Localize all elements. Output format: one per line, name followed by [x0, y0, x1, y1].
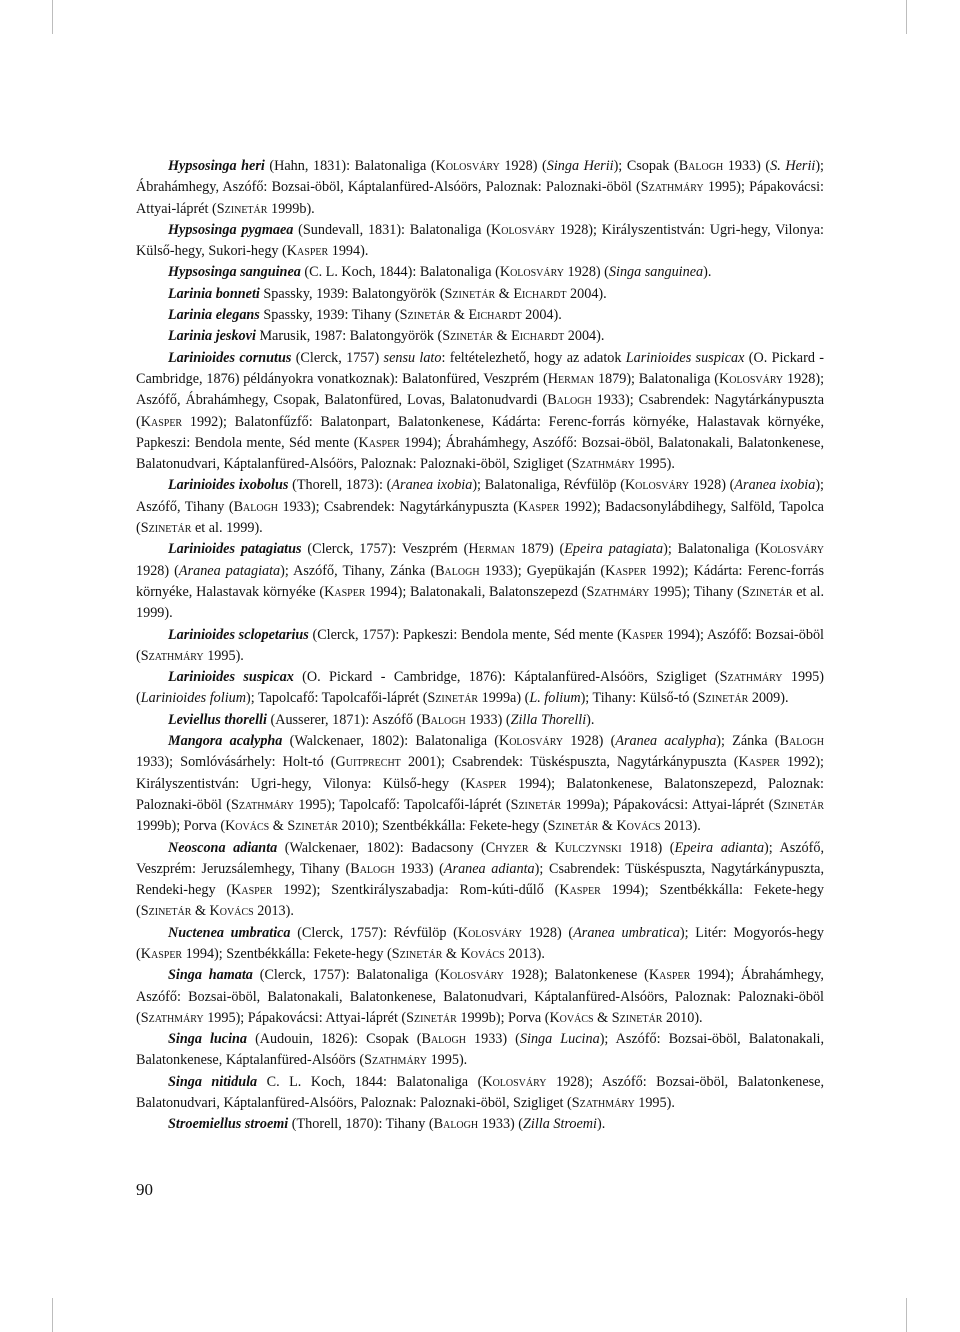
author-citation: Balogh [433, 1116, 479, 1133]
author-citation: Kolosváry [759, 541, 824, 558]
entry-text: 1994); Aszófő: Bozsai-öböl ( [136, 626, 824, 664]
entry-text: ); Balatonaliga ( [663, 541, 760, 558]
entry-text: 2009). [748, 690, 789, 707]
author-citation: Kasper [648, 967, 691, 984]
species-entry [136, 1114, 824, 1135]
species-name: Larinioides patagiatus [168, 541, 302, 558]
author-citation: Kovács [209, 903, 254, 920]
species-name: Larinia bonneti [168, 285, 260, 302]
entry-text: 1999a) ( [478, 690, 530, 707]
author-citation: Szathmáry [140, 1009, 204, 1026]
author-citation: Szathmáry [586, 583, 650, 600]
author-citation: Kasper [738, 754, 780, 771]
italic-text: Aranea adianta [443, 860, 535, 877]
italic-text: Aranea patagiata [178, 562, 281, 579]
entry-text: 1879); Balatonaliga ( [594, 370, 720, 387]
entry-text: 1994); Balatonkenese, Balatonszepezd, Paloznak: Paloznaki-öböl ( [136, 775, 824, 813]
species-name: Larinia jeskovi [168, 328, 256, 345]
author-citation: Kolosváry [498, 733, 564, 750]
species-entry [136, 731, 824, 837]
entry-text: ); Ábrahámhegy, Aszófő: Bozsai-öböl, Káptalanfüred-Alsóörs, Paloznak: Paloznaki-öböl ( [136, 158, 824, 196]
entry-text: 2010). [662, 1009, 703, 1026]
species-name: Nuctenea umbratica [168, 924, 291, 941]
species-name: Singa lucina [168, 1031, 248, 1048]
entry-text: Marusik, 1987: Balatongyörök ( [255, 328, 443, 345]
species-list [136, 156, 824, 1136]
italic-text: Zilla Thorelli [510, 711, 587, 728]
author-citation: Kolosváry [435, 158, 500, 174]
entry-text: 1928) ( [499, 158, 547, 174]
species-entry [136, 220, 824, 263]
author-citation: Kasper [231, 882, 273, 899]
entry-text: 1994). [328, 243, 369, 260]
entry-text: 1995); Pápakovácsi: Attyai-láprét ( [203, 1009, 407, 1026]
entry-text: ). [597, 1116, 606, 1133]
crop-mark-bottom-right [906, 1298, 907, 1332]
author-citation: Szathmáry [140, 647, 204, 664]
species-entry [136, 1029, 824, 1072]
entry-text: (Clerck, 1757): Papkeszi: Bendola mente, Séd mente ( [308, 626, 622, 643]
entry-text: 1933); Csabrendek: Nagytárkánypuszta ( [278, 498, 518, 515]
author-citation: Kovács [549, 1009, 594, 1026]
entry-text: 1992); Királyszentistván: Ugri-hegy, Vilonya: Külső-hegy ( [136, 754, 824, 792]
entry-text: (Walckenaer, 1802): Badacsony ( [277, 839, 486, 856]
entry-text: (Clerck, 1757): Balatonaliga ( [252, 967, 440, 984]
entry-text: ). [586, 711, 595, 728]
entry-text: 2013). [504, 945, 545, 962]
entry-text: 1928); Aszófő, Ábrahámhegy, Csopak, Balatonfüred, Lovas, Balatonudvardi ( [136, 370, 825, 409]
entry-text: & [598, 818, 617, 835]
entry-text: & [492, 328, 512, 345]
author-citation: Szathmáry [719, 669, 783, 686]
species-name: Larinia elegans [168, 307, 260, 324]
entry-text: 1994); Balatonakali, Balatonszepezd ( [365, 583, 587, 600]
italic-text: Zilla Stroemi [523, 1116, 597, 1133]
species-entry [136, 475, 824, 539]
author-citation: Balogh [421, 711, 466, 728]
italic-text: Aranea ixobia [391, 477, 473, 494]
entry-text: ); Zánka ( [716, 733, 780, 750]
species-entry [136, 156, 824, 220]
species-entry [136, 923, 824, 966]
author-citation: Kasper [465, 775, 507, 792]
author-citation: Szinetár [287, 818, 339, 835]
species-name: Hypsosinga pygmaea [168, 221, 294, 238]
entry-text: C. L. Koch, 1844: Balatonaliga ( [257, 1073, 483, 1090]
italic-text: Aranea acalypha [615, 733, 717, 750]
author-citation: Balogh [350, 860, 395, 877]
entry-text: (O. Pickard - Cambridge, 1876) példányokra vonatkoznak): Balatonfüred, Veszprém ( [136, 349, 824, 387]
species-entry [136, 710, 824, 731]
entry-text: 1992); Balatonfűzfő: Balatonpart, Balatonkenese, Kádárta: Ferenc-forrás környéke, Halastavak környéke, Papkeszi: Bendola mente, Séd mente ( [136, 413, 824, 451]
entry-text: Spassky, 1939: Balatongyörök ( [259, 285, 445, 302]
entry-text: 1933) ( [478, 1116, 524, 1133]
author-citation: Szinetár [444, 285, 496, 302]
entry-text: 1992); Szentkirályszabadja: Rom-kúti-dűlő ( [272, 882, 560, 899]
italic-text: Singa sanguinea [608, 264, 704, 281]
entry-text: (Thorell, 1870): Tihany ( [288, 1116, 434, 1133]
author-citation: Szinetár [391, 945, 443, 962]
author-citation: Kovács [616, 818, 661, 835]
entry-text: 2001); Csabrendek: Tüskéspuszta, Nagytárkánypuszta ( [400, 754, 739, 771]
entry-text: 1933); Somlóvásárhely: Holt-tó ( [136, 754, 336, 771]
entry-text: 1933) ( [465, 711, 511, 728]
entry-text: Spassky, 1939: Tihany ( [259, 307, 400, 324]
entry-text: 1928) ( [563, 733, 616, 750]
italic-text: L. folium [529, 690, 581, 707]
author-citation: Balogh [779, 733, 824, 750]
entry-text: et al. 1999). [136, 583, 825, 622]
entry-text: ); Csopak ( [613, 158, 679, 174]
entry-text: 2004). [566, 285, 607, 302]
author-citation: Szinetár [406, 1009, 457, 1026]
author-citation: Szathmáry [364, 1052, 428, 1069]
entry-text: & [450, 307, 469, 324]
author-citation: Kulczynski [554, 839, 622, 856]
entry-text: 1879) ( [514, 541, 565, 558]
author-citation: Szathmáry [571, 1095, 635, 1112]
species-name: Neoscona adianta [168, 839, 278, 856]
species-entry [136, 625, 824, 668]
author-citation: Kasper [605, 562, 647, 579]
entry-text: 1992); Badacsonylábdihegy, Salföld, Tapolca ( [136, 498, 824, 537]
author-citation: Kasper [140, 945, 183, 962]
entry-text: 2004). [564, 328, 605, 345]
entry-text: 1928); Királyszentistván: Ugri-hegy, Vilonya: Külső-hegy, Sukori-hegy ( [136, 221, 824, 260]
italic-text: Larinioides suspicax [625, 349, 745, 366]
entry-text: 1933) ( [394, 860, 444, 877]
author-citation: Balogh [678, 158, 724, 174]
entry-text: 1928); Aszófő: Bozsai-öböl, Balatonkenese, Balatonudvari, Káptalanfüred-Alsóörs, Paloznak: Paloznaki-öböl, Szigliget ( [136, 1073, 824, 1112]
entry-text: (O. Pickard - Cambridge, 1876): Káptalanfüred-Alsóörs, Szigliget ( [293, 669, 720, 686]
author-citation: Szathmáry [571, 456, 635, 473]
author-citation: Kasper [518, 498, 560, 515]
entry-text: 1994); Szentbékkálla: Fekete-hegy ( [182, 945, 392, 962]
entry-text: & [191, 903, 210, 920]
species-name: Hypsosinga sanguinea [168, 264, 301, 281]
author-citation: Chyzer [485, 839, 529, 856]
author-citation: Kolosváry [624, 477, 690, 494]
entry-text: 1928) ( [136, 562, 179, 579]
entry-text: 1995) ( [136, 669, 824, 707]
author-citation: Szathmáry [231, 796, 294, 813]
entry-text: 1933); Gyepükaján ( [479, 562, 606, 579]
entry-text: 1999b); Porva ( [136, 818, 226, 835]
crop-mark-bottom-left [52, 1298, 53, 1332]
entry-text: 1933); Csabrendek: Nagytárkánypuszta ( [136, 392, 824, 430]
entry-text: ). [703, 264, 712, 281]
species-name: Larinioides suspicax [168, 669, 294, 686]
italic-text: Aranea umbratica [573, 924, 680, 941]
species-entry [136, 838, 824, 923]
author-citation: Szinetár [140, 520, 192, 537]
author-citation: Kolosváry [499, 264, 564, 281]
entry-text: (Thorell, 1873): ( [288, 477, 392, 494]
entry-text: 1999b). [267, 200, 315, 217]
entry-text: 1994); Ábrahámhegy, Aszófő: Bozsai-öböl, Balatonakali, Balatonkenese, Balatonudvari, Káptalanfüred-Alsóörs, Paloznak: Paloznaki-öböl, Szigliget ( [136, 434, 824, 473]
species-name: Singa nitidula [168, 1073, 258, 1090]
species-entry [136, 326, 824, 347]
entry-text: ); Balatonaliga, Révfülöp ( [472, 477, 625, 494]
species-name: Leviellus thorelli [168, 711, 267, 728]
author-citation: Szinetár [611, 1009, 663, 1026]
author-citation: Kovács [460, 945, 505, 962]
species-name: Larinioides sclopetarius [168, 626, 309, 643]
author-citation: Szinetár [510, 796, 562, 813]
entry-text: ); Litér: Mogyorós-hegy ( [136, 924, 825, 962]
author-citation: Szinetár [140, 903, 192, 920]
species-name: Singa hamata [168, 967, 253, 984]
species-name: Mangora acalypha [168, 733, 283, 750]
entry-text: ); Aszófő, Tihany, Zánka ( [280, 562, 436, 579]
author-citation: Kolosváry [457, 924, 522, 941]
entry-text: 1995). [203, 647, 244, 664]
species-entry [136, 965, 824, 1029]
author-citation: Balogh [435, 562, 480, 579]
author-citation: Szinetár [773, 796, 824, 813]
entry-text: (Audouin, 1826): Csopak ( [247, 1031, 422, 1048]
entry-text: 1933) ( [723, 158, 771, 174]
author-citation: Guitprecht [335, 754, 401, 771]
author-citation: Szinetár [442, 328, 493, 345]
entry-text: 2013). [660, 818, 701, 835]
author-citation: Kasper [324, 583, 366, 600]
italic-text: Epeira patagiata [564, 541, 664, 558]
author-citation: Szathmáry [640, 179, 704, 196]
entry-text: ); Tapolcafő: Tapolcafői-láprét ( [245, 690, 428, 707]
entry-text: ); Aszófő, Tihany ( [136, 477, 824, 515]
author-citation: Szinetár [547, 818, 599, 835]
species-name: Stroemiellus stroemi [168, 1116, 289, 1133]
entry-text: & [495, 285, 514, 302]
author-citation: Szinetár [427, 690, 479, 707]
species-name: Hypsosinga heri [168, 158, 265, 174]
author-citation: Kasper [286, 243, 329, 260]
entry-text: 1928) ( [563, 264, 609, 281]
author-citation: Szinetár [399, 307, 451, 324]
crop-mark-top-right [906, 0, 907, 34]
entry-text: & [593, 1009, 612, 1026]
author-citation: Kasper [358, 434, 400, 451]
author-citation: Balogh [421, 1031, 466, 1048]
species-entry [136, 262, 824, 283]
species-name: Larinioides cornutus [168, 349, 292, 366]
entry-text: 1995). [427, 1052, 468, 1069]
entry-text: (Clerck, 1757) [291, 349, 384, 366]
entry-text: (Clerck, 1757): Révfülöp ( [290, 924, 458, 941]
author-citation: Eichardt [511, 328, 565, 345]
entry-text: ); Csabrendek: Tüskéspuszta, Nagytárkánypuszta, Rendeki-hegy ( [136, 860, 825, 899]
author-citation: Kolosváry [490, 221, 556, 238]
author-citation: Eichardt [468, 307, 522, 324]
species-entry [136, 284, 824, 305]
entry-text: ); Tihany: Külső-tó ( [580, 690, 698, 707]
entry-text: (Ausserer, 1871): Aszófő ( [266, 711, 422, 728]
author-citation: Szinetár [697, 690, 749, 707]
entry-text: 1928) ( [689, 477, 735, 494]
species-name: Larinioides ixobolus [168, 477, 289, 494]
author-citation: Szinetár [741, 583, 793, 600]
entry-text: & [528, 839, 555, 856]
entry-text: 1928); Balatonkenese ( [503, 967, 649, 984]
entry-text: 1933) ( [465, 1031, 520, 1048]
author-citation: Kolosváry [719, 370, 784, 387]
entry-text: 1995); Pápakovácsi: Attyai-láprét ( [136, 179, 824, 217]
crop-mark-top-left [52, 0, 53, 34]
entry-text: 1994); Szentbékkálla: Fekete-hegy ( [136, 882, 824, 920]
entry-text: 1928) ( [521, 924, 574, 941]
entry-text: (C. L. Koch, 1844): Balatonaliga ( [300, 264, 500, 281]
species-entry [136, 305, 824, 326]
species-entry [136, 667, 824, 710]
author-citation: Eichardt [513, 285, 567, 302]
author-citation: Szinetár [216, 200, 268, 217]
author-citation: Balogh [233, 498, 279, 515]
entry-text: et al. 1999). [191, 520, 263, 537]
entry-text: 2004). [521, 307, 562, 324]
author-citation: Kasper [621, 626, 664, 643]
entry-text: 1999a); Pápakovácsi: Attyai-láprét ( [561, 796, 774, 813]
author-citation: Kasper [559, 882, 601, 899]
italic-text: Aranea ixobia [734, 477, 816, 494]
entry-text: ); Aszófő, Veszprém: Jeruzsálemhegy, Tihany ( [136, 839, 825, 877]
entry-text: 1992); Kádárta: Ferenc-forrás környéke, Halastavak környéke ( [136, 562, 824, 600]
author-citation: Kasper [140, 413, 183, 430]
entry-text: (Clerck, 1757): Veszprém ( [301, 541, 469, 558]
italic-text: Singa Lucina [519, 1031, 600, 1048]
author-citation: Kolosváry [439, 967, 504, 984]
entry-text: 1999b); Porva ( [456, 1009, 550, 1026]
species-entry [136, 348, 824, 476]
entry-text: 1995). [634, 1095, 675, 1112]
entry-text: & [269, 818, 288, 835]
italic-text: Epeira adianta [674, 839, 765, 856]
author-citation: Kolosváry [482, 1073, 547, 1090]
species-entry [136, 539, 824, 624]
author-citation: Herman [468, 541, 515, 558]
entry-text: (Walckenaer, 1802): Balatonaliga ( [282, 733, 499, 750]
italic-text: Larinioides folium [140, 690, 246, 707]
italic-text: sensu lato [383, 349, 442, 366]
italic-text: S. Herii [770, 158, 816, 174]
entry-text: 2010); Szentbékkálla: Fekete-hegy ( [338, 818, 548, 835]
entry-text: (Hahn, 1831): Balatonaliga ( [264, 158, 436, 174]
entry-text: (Sundevall, 1831): Balatonaliga ( [293, 221, 491, 238]
entry-text: 1918) ( [621, 839, 675, 856]
entry-text: 2013). [253, 903, 294, 920]
entry-text: : feltételezhető, hogy az adatok [441, 349, 626, 366]
entry-text: 1995); Tapolcafő: Tapolcafői-láprét ( [293, 796, 511, 813]
entry-text: 1995); Tihany ( [649, 583, 742, 600]
page-number: 90 [136, 1180, 153, 1199]
entry-text: ); Aszófő: Bozsai-öböl, Balatonakali, Balatonkenese, Káptalanfüred-Alsóörs ( [136, 1031, 825, 1069]
species-entry [136, 1072, 824, 1115]
author-citation: Herman [547, 370, 595, 387]
entry-text: 1994); Ábrahámhegy, Aszófő: Bozsai-öböl, Balatonakali, Balatonkenese, Balatonudvari, Káptalanfüred-Alsóörs, Paloznak: Paloznaki-öböl ( [136, 967, 824, 1026]
author-citation: Balogh [547, 392, 592, 409]
entry-text: & [442, 945, 461, 962]
italic-text: Singa Herii [546, 158, 614, 174]
entry-text: 1995). [634, 456, 675, 473]
author-citation: Kovács [225, 818, 270, 835]
